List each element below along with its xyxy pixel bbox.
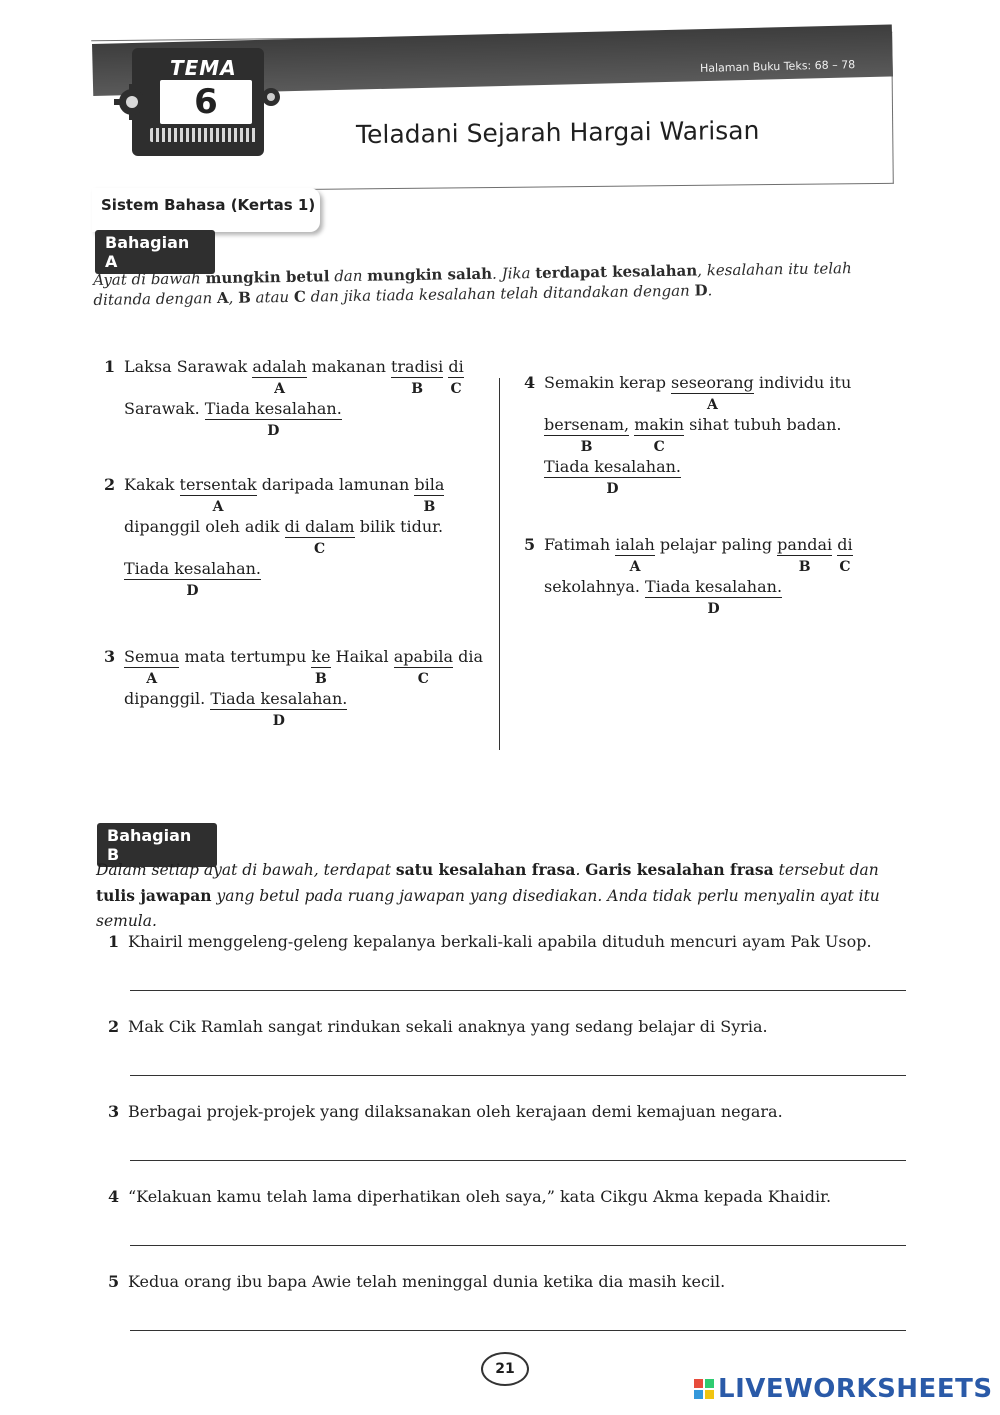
gear-icon <box>258 84 284 110</box>
question-b2: 2 Mak Cik Ramlah sangat rindukan sekali anaknya yang sedang belajar di Syria. <box>108 1017 768 1036</box>
question-b5: 5 Kedua orang ibu bapa Awie telah meninggal dunia ketika dia masih kecil. <box>108 1272 726 1291</box>
textbook-pages: Halaman Buku Teks: 68 – 78 <box>699 58 856 75</box>
answer-input-b2[interactable] <box>130 1047 906 1076</box>
option-c[interactable]: makin C <box>634 415 685 455</box>
column-divider <box>499 378 500 750</box>
option-d[interactable]: Tiada kesalahan. D <box>544 457 681 497</box>
question-a2: 2 Kakak tersentak A daripada lamunan bila B dipanggil oleh adik di dalam C bilik tidur. Tiada kesalahan. D <box>104 475 445 599</box>
option-b[interactable]: pandai B <box>777 535 833 575</box>
instructions-b: Dalam setiap ayat di bawah, terdapat satu kesalahan frasa. Garis kesalahan frasa tersebut dan tulis jawapan yang betul pada ruang jawapan yang disediakan. Anda tidak perlu menyalin ayat itu semula. <box>96 860 880 930</box>
tema-label: TEMA <box>170 56 237 80</box>
question-a5: 5 Fatimah ialah A pelajar paling pandai B di C sekolahnya. Tiada kesalahan. D <box>524 535 853 617</box>
question-b1: 1 Khairil menggeleng-geleng kepalanya berkali-kali apabila dituduh mencuri ayam Pak Usop. <box>108 932 872 951</box>
section-badge-b: Bahagian B <box>97 823 217 867</box>
option-c[interactable]: di C <box>448 357 464 397</box>
answer-input-b4[interactable] <box>130 1217 906 1246</box>
section-badge-a: Bahagian A <box>95 230 215 274</box>
option-d[interactable]: Tiada kesalahan. D <box>210 689 348 729</box>
subject-title: Sistem Bahasa (Kertas 1) <box>101 196 316 214</box>
question-a3: 3 Semua A mata tertumpu ke B Haikal apabila C dia dipanggil. Tiada kesalahan. D <box>104 647 484 729</box>
option-a[interactable]: Semua A <box>124 647 180 687</box>
page-number: 21 <box>481 1352 529 1386</box>
question-a1: 1 Laksa Sarawak adalah A makanan tradisi B di C Sarawak. Tiada kesalahan. D <box>104 357 464 439</box>
option-b[interactable]: ke B <box>311 647 331 687</box>
option-a[interactable]: adalah A <box>252 357 307 397</box>
option-d[interactable]: Tiada kesalahan. D <box>645 577 783 617</box>
question-a4: 4 Semakin kerap seseorang A individu itu bersenam, B makin C sihat tubuh badan. Tiada kesalahan. D <box>524 373 852 497</box>
option-d[interactable]: Tiada kesalahan. D <box>124 559 261 599</box>
brand-logo <box>694 1374 993 1404</box>
instructions-a: Ayat di bawah mungkin betul dan mungkin salah. Jika terdapat kesalahan, kesalahan itu telah ditanda dengan A, B atau C dan jika tiada kesalahan telah ditandakan dengan D. <box>93 259 852 309</box>
option-b[interactable]: tradisi B <box>390 357 444 397</box>
answer-input-b1[interactable] <box>130 962 906 991</box>
option-d[interactable]: Tiada kesalahan. D <box>204 399 342 439</box>
tema-decoration <box>150 128 258 142</box>
liveworksheets-logo-icon <box>694 1379 714 1399</box>
option-c[interactable]: di dalam C <box>284 517 355 557</box>
page-title: Teladani Sejarah Hargai Warisan <box>355 115 760 150</box>
question-b4: 4 “Kelakuan kamu telah lama diperhatikan oleh saya,” kata Cikgu Akma kepada Khaidir. <box>108 1187 832 1206</box>
question-b3: 3 Berbagai projek-projek yang dilaksanakan oleh kerajaan demi kemajuan negara. <box>108 1102 783 1121</box>
answer-input-b3[interactable] <box>130 1132 906 1161</box>
brand-name: LIVEWORKSHEETS <box>718 1374 993 1404</box>
option-a[interactable]: ialah A <box>615 535 655 575</box>
option-a[interactable]: tersentak A <box>179 475 257 515</box>
tema-number: 6 <box>160 80 252 124</box>
option-c[interactable]: apabila C <box>393 647 454 687</box>
option-c[interactable]: di C <box>837 535 853 575</box>
option-a[interactable]: seseorang A <box>671 373 754 413</box>
option-b[interactable]: bila B <box>414 475 445 515</box>
option-b[interactable]: bersenam, B <box>544 415 630 455</box>
gear-icon <box>114 84 150 120</box>
answer-input-b5[interactable] <box>130 1302 906 1331</box>
